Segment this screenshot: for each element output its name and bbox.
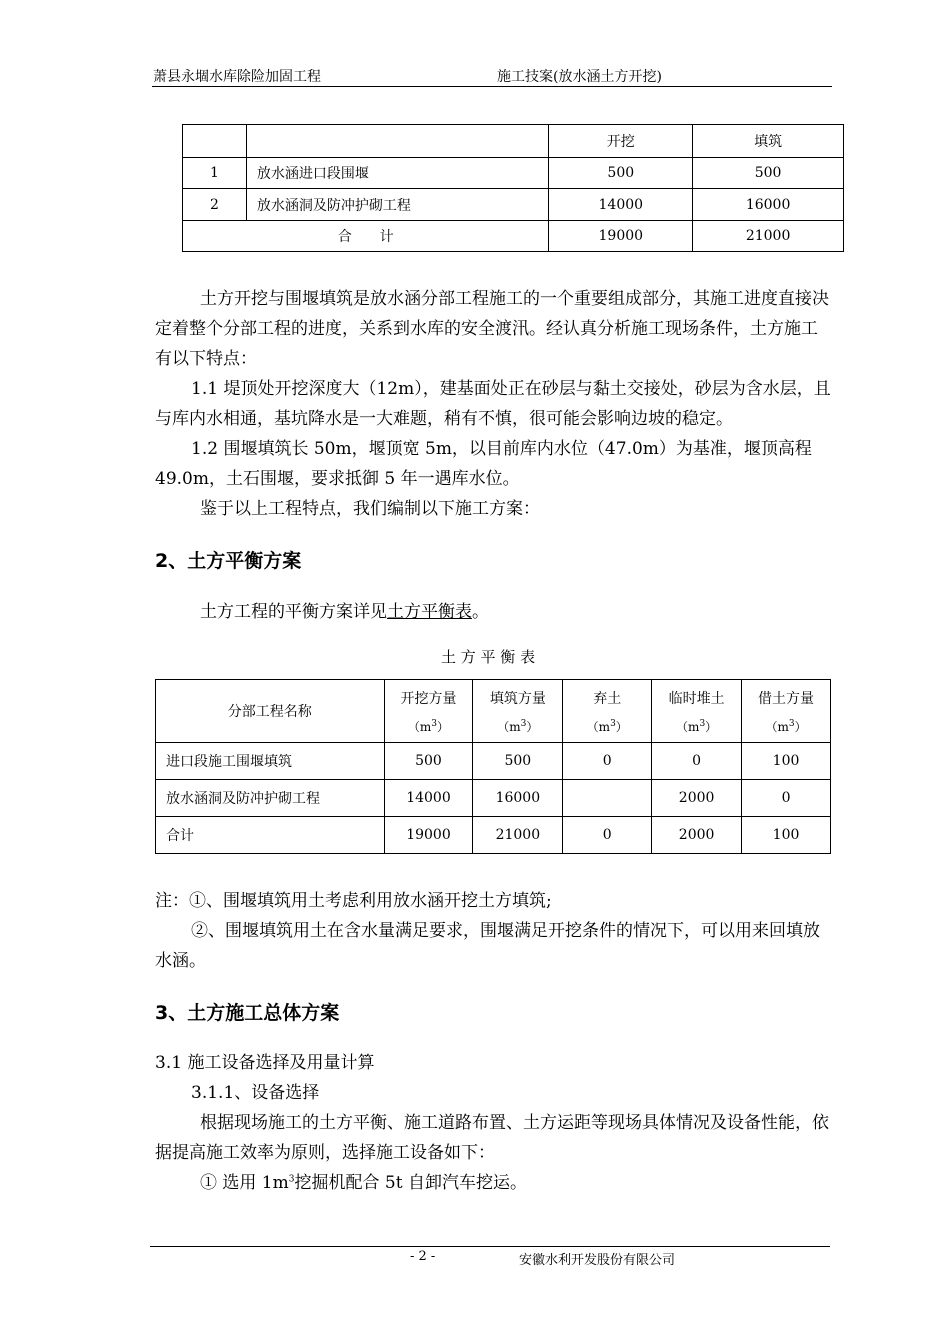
table-row [183, 158, 844, 189]
table-cell: 21000 [473, 817, 563, 854]
header-label: 填筑方量 [489, 690, 546, 707]
equipment-item-post: 挖掘机配合 5t 自卸汽车挖运。 [294, 1173, 527, 1193]
table-row-total [156, 817, 831, 854]
table-cell: 合 计 [183, 221, 549, 252]
table-header-cell [563, 680, 652, 743]
table-header-cell [742, 680, 831, 743]
subsection-3-1: 3.1 施工设备选择及用量计算 [155, 1053, 375, 1073]
table-cell: 放水涵进口段围堰 [246, 158, 548, 189]
header-label: 临时堆土 [668, 690, 725, 707]
unit-sup: 3 [610, 718, 616, 729]
unit-label [652, 718, 741, 735]
equipment-paragraph: 根据现场施工的土方平衡、施工道路布置、土方运距等现场具体情况及设备性能，依据提高施工效率为原则，选择施工设备如下： [155, 1113, 829, 1163]
unit-sup: 3 [431, 718, 438, 729]
unit-post: ） [705, 719, 718, 734]
table-row [156, 780, 831, 817]
section-3-heading: 3、土方施工总体方案 [155, 1002, 340, 1024]
table-cell: 2 [183, 189, 247, 221]
table-cell: 合计 [156, 817, 385, 854]
feature-1-1: 1.1 堤顶处开挖深度大（12m），建基面处正在砂层与黏土交接处，砂层为含水层，且与库内水相通，基坑降水是一大难题，稍有不慎，很可能会影响边坡的稳定。 [155, 379, 831, 429]
note-2: ②、围堰填筑用土在含水量满足要求，围堰满足开挖条件的情况下，可以用来回填放水涵。 [155, 921, 820, 971]
section-2-text [155, 597, 833, 627]
table-cell: 16000 [693, 189, 844, 221]
table-cell: 19000 [549, 221, 693, 252]
unit-sup: 3 [699, 718, 706, 729]
equipment-item-pre: ① 选用 1m [200, 1173, 289, 1193]
table-header-cell: 分部工程名称 [156, 680, 385, 743]
table-cell: 14000 [549, 189, 693, 221]
table-cell: 放水涵洞及防冲护砌工程 [156, 780, 385, 817]
table-row [183, 125, 844, 158]
intro-paragraph: 土方开挖与围堰填筑是放水涵分部工程施工的一个重要组成部分，其施工进度直接决定着整个分部工程的进度，关系到水库的安全渡汛。经认真分析施工现场条件，土方施工有以下特点： [155, 289, 829, 369]
unit-pre: （m [676, 719, 700, 734]
table-cell: 1 [183, 158, 247, 189]
unit-sup: 3 [788, 718, 795, 729]
table-cell: 500 [549, 158, 693, 189]
table-cell: 16000 [473, 780, 563, 817]
unit-pre: （m [497, 719, 521, 734]
page-number: - 2 - [410, 1249, 436, 1264]
table-cell: 500 [693, 158, 844, 189]
footer-rule [150, 1246, 830, 1247]
table-cell: 进口段施工围堰填筑 [156, 743, 385, 780]
table-cell: 14000 [384, 780, 473, 817]
section-2-text-pre: 土方工程的平衡方案详见 [200, 602, 387, 622]
earth-balance-link[interactable]: 土方平衡表 [387, 602, 472, 622]
table-header-cell [652, 680, 742, 743]
header-label: 借土方量 [758, 690, 815, 707]
table-header-row [156, 680, 831, 743]
header-project-title: 萧县永堌水库除险加固工程 [153, 69, 321, 85]
intro-conclusion: 鉴于以上工程特点，我们编制以下施工方案： [200, 499, 540, 519]
section-2-text-post: 。 [472, 602, 489, 622]
table-row-total [183, 221, 844, 252]
note-1: 注：①、围堰填筑用土考虑利用放水涵开挖土方填筑; [155, 891, 552, 911]
table-cell: 0 [563, 743, 652, 780]
table-cell: 0 [742, 780, 831, 817]
unit-label [742, 718, 830, 735]
table-cell: 0 [652, 743, 742, 780]
equipment-item-1 [200, 1168, 830, 1198]
header-label: 弃土 [593, 690, 622, 707]
unit-label [473, 718, 562, 735]
unit-post: ） [794, 719, 807, 734]
unit-post: ） [437, 719, 450, 734]
feature-1-2: 1.2 围堰填筑长 50m，堰顶宽 5m，以目前库内水位（47.0m）为基准，堰顶高程 49.0m，土石围堰，要求抵御 5 年一遇库水位。 [155, 439, 812, 489]
table-cell: 开挖 [549, 125, 693, 158]
summary-table [182, 124, 844, 252]
section-2-heading: 2、土方平衡方案 [155, 550, 302, 572]
table-cell: 2000 [652, 817, 742, 854]
table-cell: 100 [742, 743, 831, 780]
table-cell: 2000 [652, 780, 742, 817]
header-doc-title: 施工技案(放水涵土方开挖) [497, 69, 662, 85]
earth-balance-table [155, 679, 831, 854]
unit-label [385, 718, 473, 735]
table-row [183, 189, 844, 221]
header-rule [152, 86, 832, 87]
table-cell [183, 125, 247, 158]
equipment-item-sup: 3 [288, 1174, 295, 1185]
table-header-cell [384, 680, 473, 743]
table-cell: 500 [384, 743, 473, 780]
table-cell [246, 125, 548, 158]
table-cell: 放水涵洞及防冲护砌工程 [246, 189, 548, 221]
table-cell: 21000 [693, 221, 844, 252]
table-cell: 19000 [384, 817, 473, 854]
table-row [156, 743, 831, 780]
footer-company: 安徽水利开发股份有限公司 [519, 1253, 676, 1268]
header-label: 开挖方量 [400, 690, 457, 707]
unit-pre: （m [586, 719, 611, 734]
unit-sup: 3 [520, 718, 527, 729]
unit-pre: （m [407, 719, 432, 734]
table-caption: 土 方 平 衡 表 [441, 648, 536, 666]
table-cell: 100 [742, 817, 831, 854]
unit-post: ） [615, 719, 628, 734]
unit-label [563, 718, 651, 735]
table-cell: 0 [563, 817, 652, 854]
subsection-3-1-1: 3.1.1、设备选择 [191, 1083, 320, 1103]
unit-post: ） [526, 719, 539, 734]
table-cell: 500 [473, 743, 563, 780]
table-header-cell [473, 680, 563, 743]
table-cell: 填筑 [693, 125, 844, 158]
unit-pre: （m [765, 719, 789, 734]
table-cell [563, 780, 652, 817]
